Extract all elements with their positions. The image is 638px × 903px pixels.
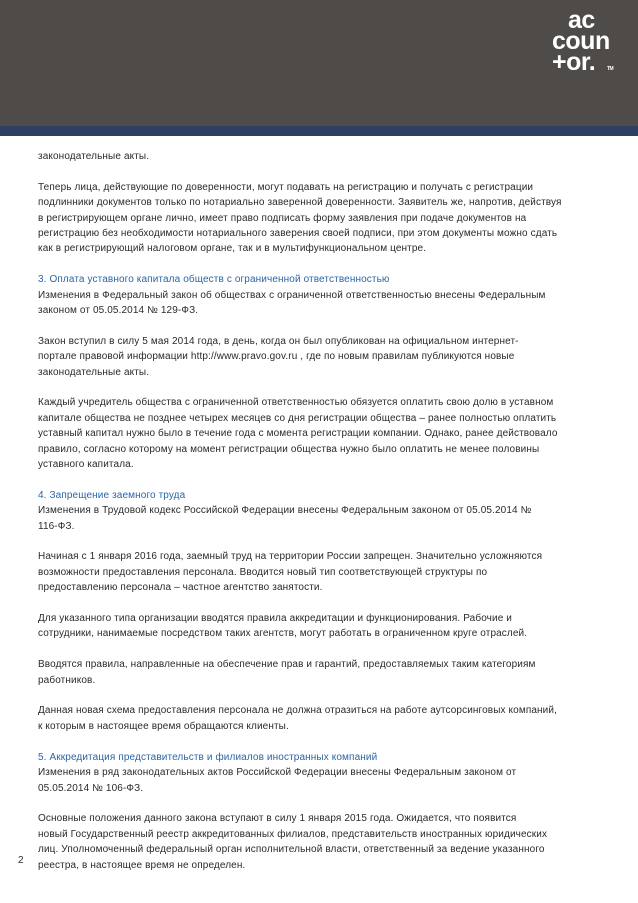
text-line: 116-ФЗ. [38,520,75,532]
text-line: Данная новая схема предоставления персонала не должна отразиться на работе аутсорсинговых компаний, [38,705,557,717]
header-band [0,0,638,126]
text-line: законодательные акты. [38,151,150,162]
paragraph [38,272,608,318]
text-line: новый Государственный реестр аккредитованных филиалов, представительств иностранных юридических [38,828,548,840]
text-line: Для указанного типа организации вводятся правила аккредитации и функционирования. Рабочие и [38,613,512,625]
paragraph [38,549,608,595]
document-body [38,149,608,888]
text-line: Изменения в ряд законодательных актов Российской Федерации внесены Федеральным законом от [38,767,517,779]
text-line: работников. [38,674,96,686]
page-number: 2 [18,855,24,866]
text-line: предоставлению персонала – частное агентство занятости. [38,582,323,594]
text-line: Основные положения данного закона вступают в силу 1 января 2015 года. Ожидается, что появится [38,813,517,825]
paragraph [38,703,608,734]
paragraph [38,395,608,472]
text-line: законодательные акты. [38,366,150,378]
text-line: подлинники документов только по нотариально заверенной доверенности. Заявитель же, напротив, действуя [38,197,562,209]
text-line: лиц. Уполномоченный федеральный орган исполнительной власти, ответственный за ведение указанного [38,844,545,856]
paragraph [38,334,608,380]
text-line: Каждый учредитель общества с ограниченной ответственностью обязуется оплатить свою долю в уставном [38,397,554,409]
text-line: реестра, в настоящее время не определен. [38,859,246,871]
text-line: Изменения в Федеральный закон об обществах с ограниченной ответственностью внесены Федеральным [38,289,546,301]
text-line: Закон вступил в силу 5 мая 2014 года, в день, когда он был опубликован на официальном интернет- [38,335,519,347]
text-line: уставный капитал нужно было в течение года с момента регистрации компании. Однако, ранее действовало [38,428,558,440]
paragraph [38,611,608,642]
section-title: 5. Аккредитация представительств и филиалов иностранных компаний [38,751,378,763]
text-line: в регистрирующем органе лично, имеет право подписать форму заявления при подаче документов на [38,212,527,224]
text-line: Вводятся правила, направленные на обеспечение прав и гарантий, предоставляемых таким категориям [38,659,536,671]
section-title: 4. Запрещение заемного труда [38,489,186,501]
header-accent-line [0,126,638,136]
paragraph [38,488,608,534]
paragraph [38,657,608,688]
text-line: к которым в настоящее время обращаются клиенты. [38,720,289,732]
section-title: 3. Оплата уставного капитала обществ с ограниченной ответственностью [38,274,390,286]
text-line: портале правовой информации http://www.pravo.gov.ru , где по новым правилам публикуются новые [38,351,515,363]
text-line: регистрацию без необходимости нотариального заверения своей подписи, при этом документы можно сдать [38,228,558,240]
text-line: законом от 05.05.2014 № 129-ФЗ. [38,305,199,317]
paragraph [38,750,608,796]
text-line: 05.05.2014 № 106-ФЗ. [38,782,144,794]
text-line: Начиная с 1 января 2016 года, заемный труд на территории России запрещен. Значительно усложняются [38,551,543,563]
text-line: уставного капитала. [38,459,134,471]
text-line: Изменения в Трудовой кодекс Российской Федерации внесены Федеральным законом от 05.05.2014 № [38,505,532,517]
paragraph [38,811,608,873]
text-line: Теперь лица, действующие по доверенности, могут подавать на регистрацию и получать с регистрации [38,181,534,193]
text-line: капитале общества не позднее четырех месяцев со дня регистрации общества – ранее полностью оплатить [38,412,557,424]
text-line: правило, согласно которому на момент регистрации общества нужно было оплатить не менее половины [38,443,540,455]
text-line: возможности предоставления персонала. Вводится новый тип соответствующей структуры по [38,566,488,578]
paragraph [38,149,608,164]
text-line: как в регистрирующий налоговом органе, так и в мультифункциональном центре. [38,243,427,255]
text-line: сотрудники, нанимаемые посредством таких агентств, могут работать в ограниченном круге отраслей. [38,628,528,640]
company-logo: ac coun +or. TM [552,6,614,76]
paragraph [38,180,608,257]
